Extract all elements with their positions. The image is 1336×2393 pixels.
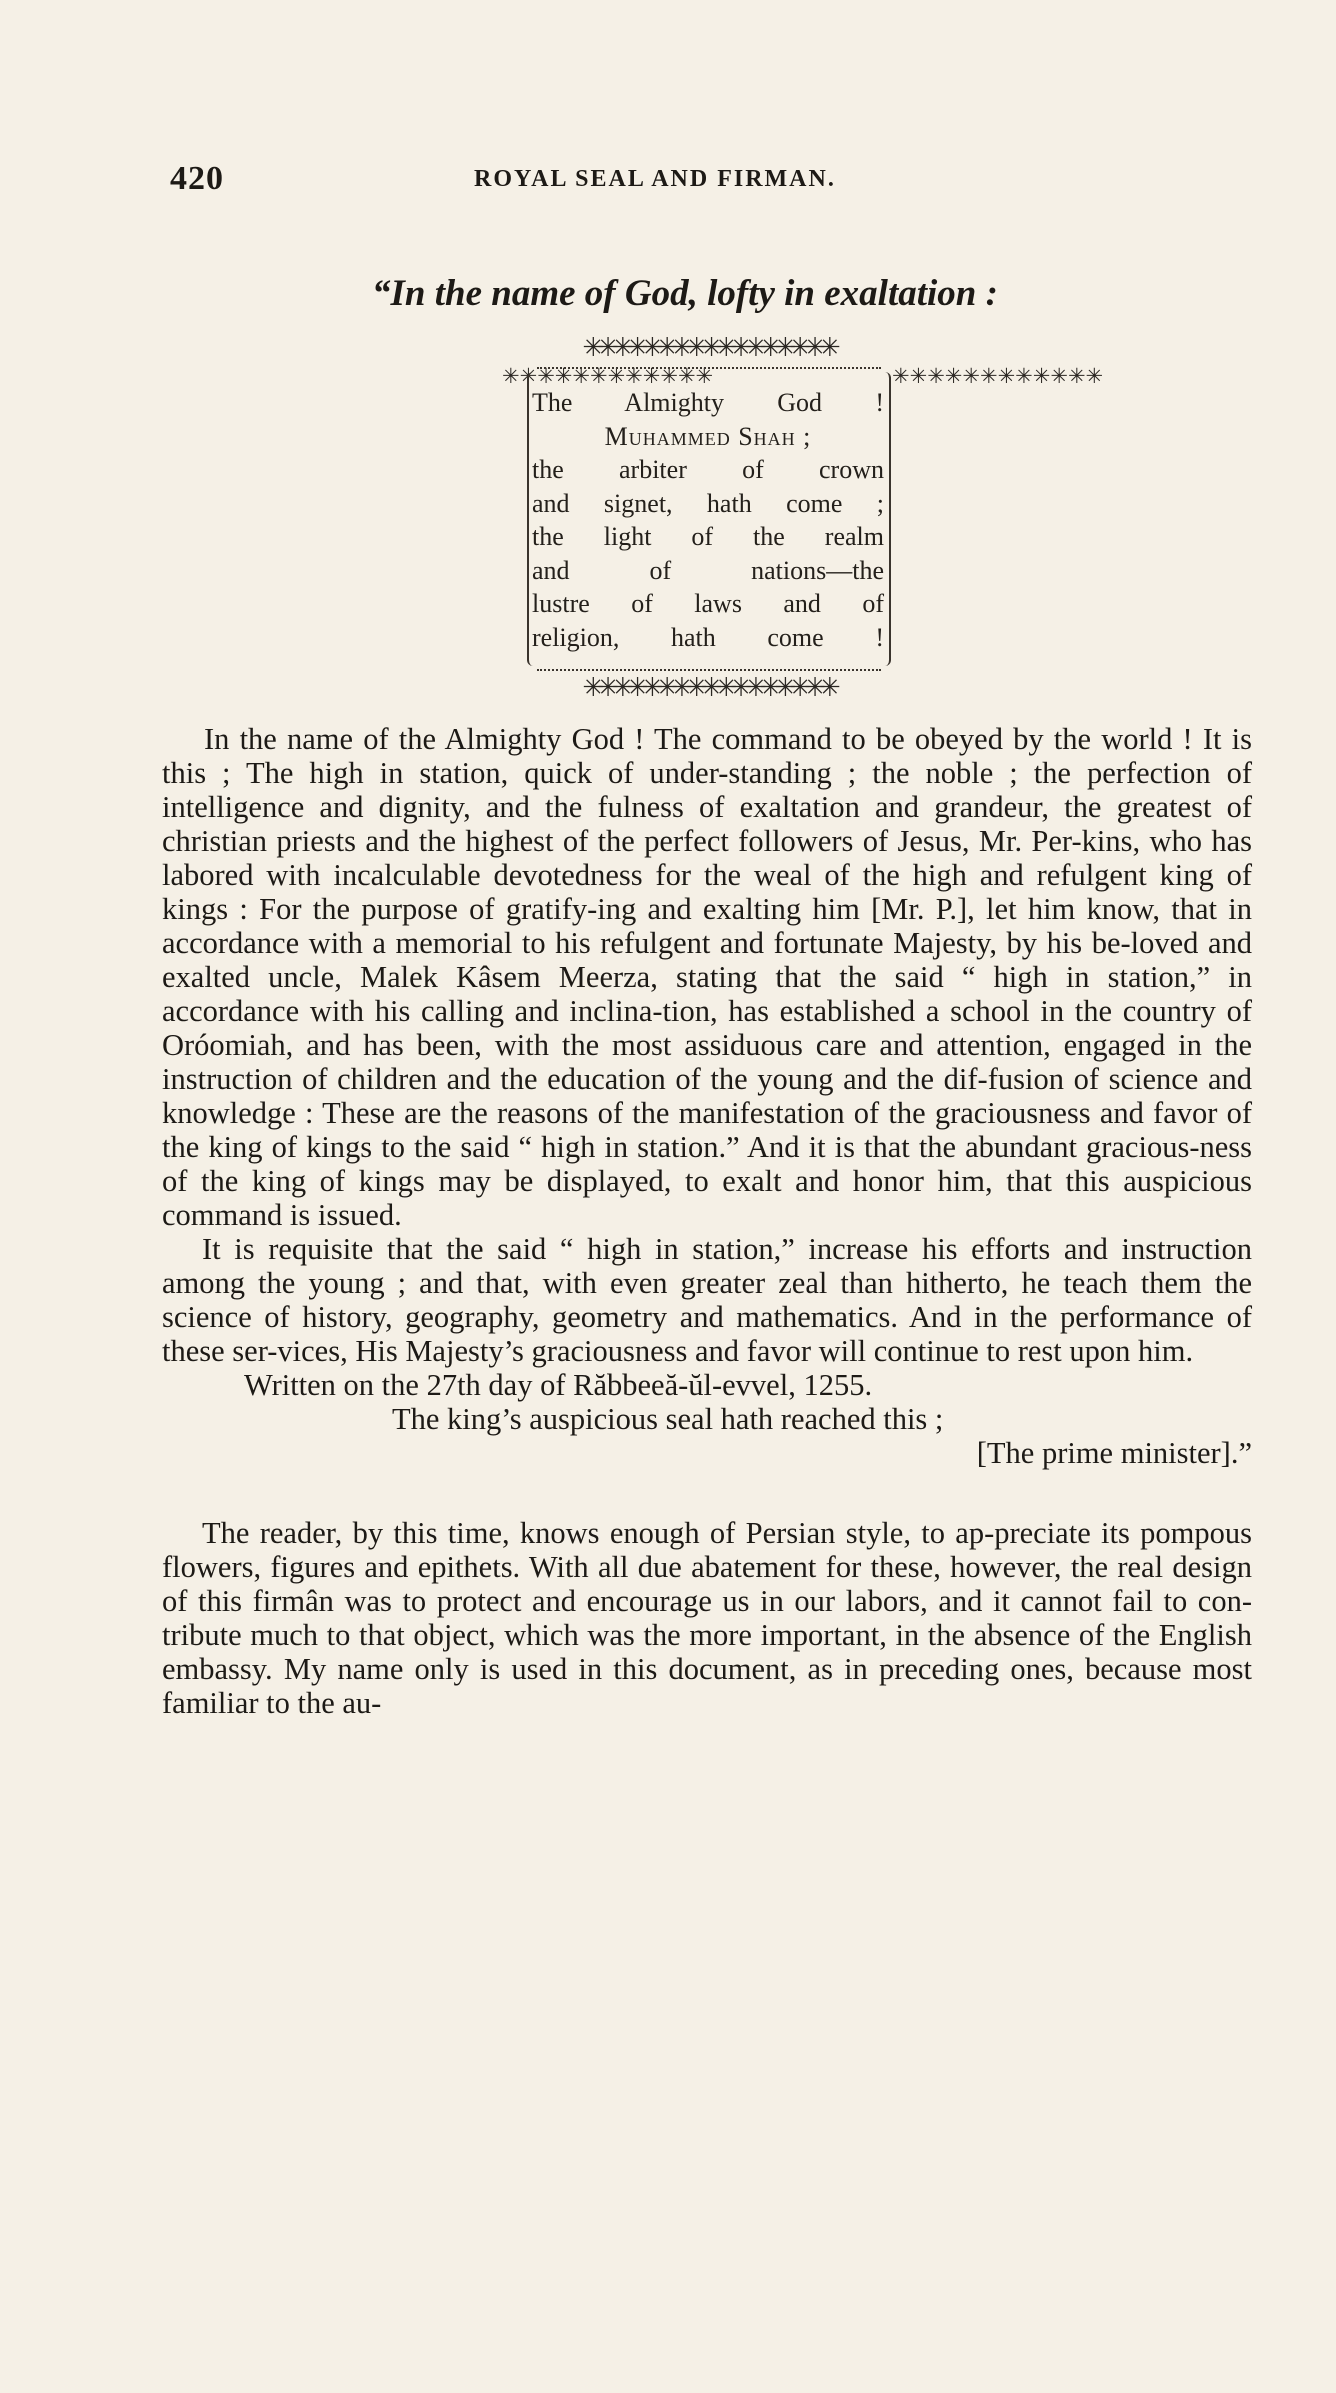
- seal-line: religion, hath come !: [532, 622, 884, 652]
- firman-seal-note: The king’s auspicious seal hath reached this ;: [392, 1402, 944, 1436]
- firman-paragraph-2: It is requisite that the said “ high in station,” increase his efforts and instruction among the young ; and that, with even greater zeal than hitherto, he teach them the science of history, geography, geometry and mathematics. And in the performance of these ser-vices, His Majesty’s graciousness and favor will continue to rest upon him.: [162, 1232, 1252, 1368]
- seal-line: The Almighty God !: [532, 388, 884, 417]
- royal-seal: [502, 333, 1104, 704]
- seal-line: and of nations—the: [532, 555, 884, 585]
- seal-inscription: [532, 386, 884, 654]
- seal-line: Muhammed Shah ;: [604, 421, 812, 451]
- body-text: [162, 722, 1252, 1720]
- seal-line: the arbiter of crown: [532, 455, 884, 484]
- seal-right-star-border: ✳✳✳✳✳✳✳✳✳✳✳✳: [892, 364, 1104, 388]
- firman-signature: [The prime minister].”: [976, 1436, 1252, 1470]
- firman-paragraph-1: In the name of the Almighty God ! The command to be obeyed by the world ! It is this ; The high in station, quick of under-standing ; the noble ; the perfection of intelligence and dignity, and the fulness of exaltation and grandeur, the greatest of christian priests and the highest of the perfect followers of Jesus, Mr. Per-kins, who has labored with incalculable devotedness for the weal of the high and refulgent king of kings : For the purpose of gratify-ing and exalting him [Mr. P.], let him know, that in accordance with a memorial to his refulgent and fortunate Majesty, by his be-loved and exalted uncle, Malek Kâsem Meerza, stating that the said “ high in station,” in accordance with his calling and inclina-tion, has established a school in the country of Oróomiah, and has been, with the most assiduous care and attention, engaged in the instruction of children and the education of the young and the dif-fusion of science and knowledge : These are the reasons of the manifestation of the graciousness and favor of the king of kings to the said “ high in station.” And it is that the abundant gracious-ness of the king of kings may be displayed, to exalt and honor him, that this auspicious command is issued.: [162, 722, 1252, 1232]
- seal-bottom-star-border: ✳✳✳✳✳✳✳✳✳✳✳✳✳✳✳✳✳: [582, 673, 834, 703]
- seal-line: the light of the realm: [532, 522, 884, 551]
- firman-date: Written on the 27th day of Răbbeeă-ŭl-evvel, 1255.: [244, 1368, 873, 1402]
- page-header: [170, 160, 960, 204]
- seal-top-star-border: ✳✳✳✳✳✳✳✳✳✳✳✳✳✳✳✳✳: [582, 333, 834, 363]
- seal-line: lustre of laws and of: [532, 589, 884, 618]
- invocation-heading: “In the name of God, lofty in exaltation :: [372, 273, 998, 314]
- paragraph-gap: [162, 1470, 1252, 1516]
- running-head: ROYAL SEAL AND FIRMAN.: [474, 166, 836, 192]
- seal-left-star-border: ✳✳✳✳✳✳✳✳✳✳✳✳: [502, 364, 714, 388]
- page-number: 420: [170, 160, 224, 197]
- commentary-paragraph: The reader, by this time, knows enough of Persian style, to ap-preciate its pompous flowers, figures and epithets. With all due abatement for these, however, the real design of this firmân was to protect and encourage us in our labors, and it cannot fail to con-tribute much to that object, which was the more important, in the absence of the English embassy. My name only is used in this document, as in preceding ones, because most familiar to the au-: [162, 1516, 1252, 1720]
- seal-line: and signet, hath come ;: [532, 488, 884, 518]
